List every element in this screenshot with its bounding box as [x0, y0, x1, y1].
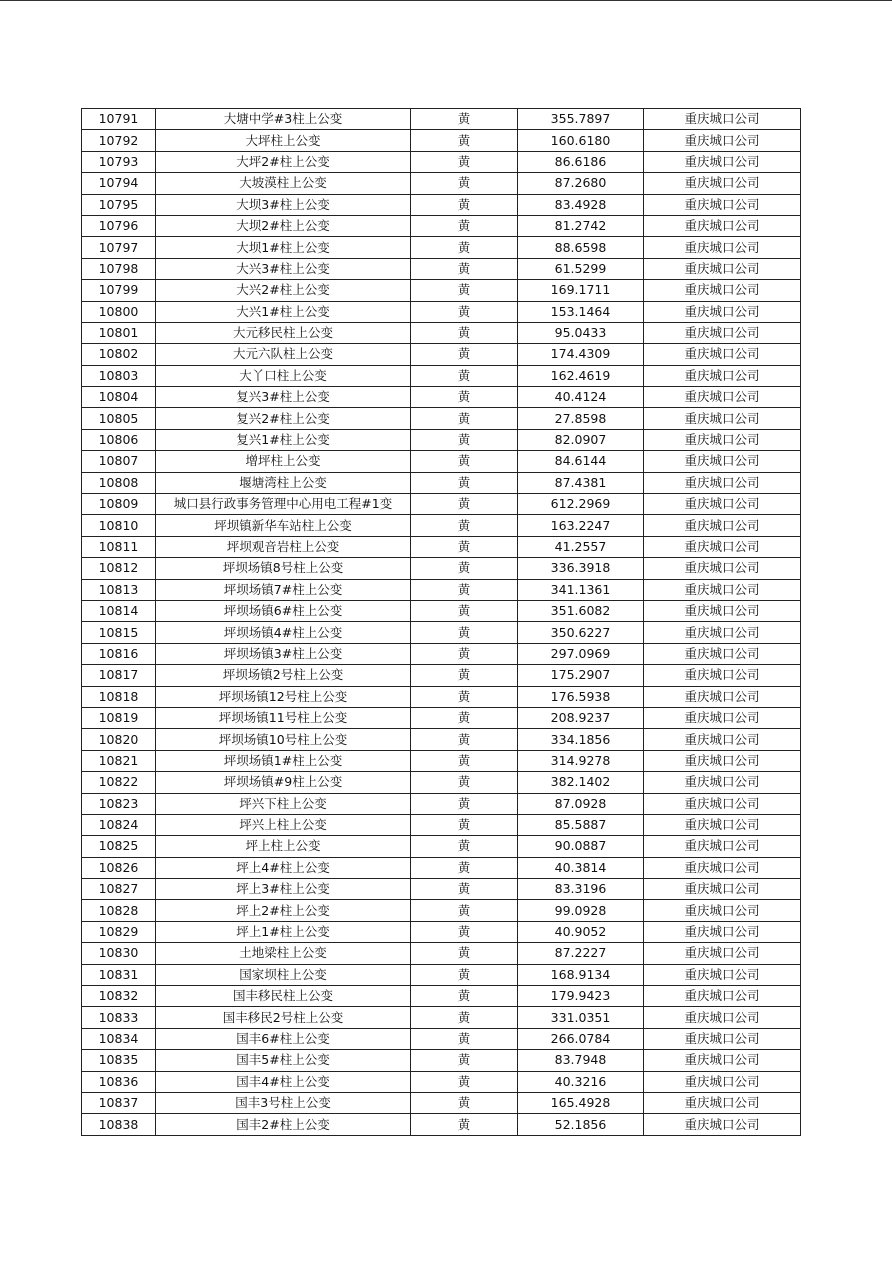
value-cell: 382.1402	[518, 772, 644, 793]
level-cell: 黄	[411, 130, 518, 151]
table-row	[82, 964, 801, 985]
table-row	[82, 429, 801, 450]
company-cell: 重庆城口公司	[644, 536, 801, 557]
transformer-name-cell: 坪坝场镇4#柱上公变	[156, 622, 411, 643]
table-row	[82, 729, 801, 750]
level-cell: 黄	[411, 1028, 518, 1049]
level-cell: 黄	[411, 986, 518, 1007]
company-cell: 重庆城口公司	[644, 986, 801, 1007]
transformer-name-cell: 坪坝场镇7#柱上公变	[156, 579, 411, 600]
table-row	[82, 173, 801, 194]
level-cell: 黄	[411, 729, 518, 750]
company-cell: 重庆城口公司	[644, 429, 801, 450]
transformer-name-cell: 坪上3#柱上公变	[156, 879, 411, 900]
table-row	[82, 772, 801, 793]
value-cell: 81.2742	[518, 215, 644, 236]
company-cell: 重庆城口公司	[644, 622, 801, 643]
value-cell: 27.8598	[518, 408, 644, 429]
level-cell: 黄	[411, 194, 518, 215]
value-cell: 40.3814	[518, 857, 644, 878]
row-id-cell: 10836	[82, 1071, 156, 1092]
company-cell: 重庆城口公司	[644, 579, 801, 600]
transformer-table	[81, 108, 801, 1136]
table-row	[82, 793, 801, 814]
transformer-name-cell: 国丰2#柱上公变	[156, 1114, 411, 1135]
company-cell: 重庆城口公司	[644, 387, 801, 408]
transformer-name-cell: 大坝2#柱上公变	[156, 215, 411, 236]
level-cell: 黄	[411, 1114, 518, 1135]
row-id-cell: 10810	[82, 515, 156, 536]
row-id-cell: 10801	[82, 322, 156, 343]
row-id-cell: 10795	[82, 194, 156, 215]
company-cell: 重庆城口公司	[644, 215, 801, 236]
transformer-name-cell: 大坝1#柱上公变	[156, 237, 411, 258]
company-cell: 重庆城口公司	[644, 451, 801, 472]
transformer-name-cell: 大元移民柱上公变	[156, 322, 411, 343]
table-row	[82, 194, 801, 215]
value-cell: 83.3196	[518, 879, 644, 900]
value-cell: 86.6186	[518, 151, 644, 172]
level-cell: 黄	[411, 1092, 518, 1113]
value-cell: 83.4928	[518, 194, 644, 215]
company-cell: 重庆城口公司	[644, 600, 801, 621]
row-id-cell: 10805	[82, 408, 156, 429]
value-cell: 162.4619	[518, 365, 644, 386]
value-cell: 85.5887	[518, 814, 644, 835]
value-cell: 334.1856	[518, 729, 644, 750]
table-row	[82, 1071, 801, 1092]
value-cell: 87.2680	[518, 173, 644, 194]
level-cell: 黄	[411, 237, 518, 258]
table-row	[82, 451, 801, 472]
level-cell: 黄	[411, 814, 518, 835]
value-cell: 612.2969	[518, 494, 644, 515]
level-cell: 黄	[411, 280, 518, 301]
table-row	[82, 365, 801, 386]
row-id-cell: 10818	[82, 686, 156, 707]
row-id-cell: 10833	[82, 1007, 156, 1028]
value-cell: 174.4309	[518, 344, 644, 365]
level-cell: 黄	[411, 600, 518, 621]
transformer-name-cell: 坪坝场镇1#柱上公变	[156, 750, 411, 771]
level-cell: 黄	[411, 750, 518, 771]
value-cell: 40.3216	[518, 1071, 644, 1092]
row-id-cell: 10822	[82, 772, 156, 793]
value-cell: 82.0907	[518, 429, 644, 450]
table-row	[82, 215, 801, 236]
level-cell: 黄	[411, 558, 518, 579]
table-row	[82, 109, 801, 130]
value-cell: 95.0433	[518, 322, 644, 343]
value-cell: 163.2247	[518, 515, 644, 536]
value-cell: 84.6144	[518, 451, 644, 472]
company-cell: 重庆城口公司	[644, 879, 801, 900]
transformer-name-cell: 增坪柱上公变	[156, 451, 411, 472]
table-row	[82, 1114, 801, 1135]
transformer-name-cell: 复兴1#柱上公变	[156, 429, 411, 450]
row-id-cell: 10814	[82, 600, 156, 621]
company-cell: 重庆城口公司	[644, 408, 801, 429]
table-row	[82, 280, 801, 301]
value-cell: 351.6082	[518, 600, 644, 621]
transformer-name-cell: 大元六队柱上公变	[156, 344, 411, 365]
company-cell: 重庆城口公司	[644, 194, 801, 215]
company-cell: 重庆城口公司	[644, 1114, 801, 1135]
transformer-name-cell: 坪兴下柱上公变	[156, 793, 411, 814]
level-cell: 黄	[411, 836, 518, 857]
row-id-cell: 10815	[82, 622, 156, 643]
value-cell: 90.0887	[518, 836, 644, 857]
level-cell: 黄	[411, 151, 518, 172]
table-row	[82, 1050, 801, 1071]
transformer-name-cell: 坪坝场镇12号柱上公变	[156, 686, 411, 707]
value-cell: 40.9052	[518, 921, 644, 942]
level-cell: 黄	[411, 772, 518, 793]
row-id-cell: 10803	[82, 365, 156, 386]
company-cell: 重庆城口公司	[644, 686, 801, 707]
level-cell: 黄	[411, 451, 518, 472]
row-id-cell: 10837	[82, 1092, 156, 1113]
company-cell: 重庆城口公司	[644, 472, 801, 493]
level-cell: 黄	[411, 900, 518, 921]
table-row	[82, 1092, 801, 1113]
company-cell: 重庆城口公司	[644, 750, 801, 771]
transformer-name-cell: 坪上1#柱上公变	[156, 921, 411, 942]
company-cell: 重庆城口公司	[644, 943, 801, 964]
table-row	[82, 579, 801, 600]
row-id-cell: 10835	[82, 1050, 156, 1071]
row-id-cell: 10828	[82, 900, 156, 921]
transformer-name-cell: 坪上4#柱上公变	[156, 857, 411, 878]
table-row	[82, 151, 801, 172]
transformer-name-cell: 国丰3号柱上公变	[156, 1092, 411, 1113]
table-row	[82, 686, 801, 707]
level-cell: 黄	[411, 515, 518, 536]
table-row	[82, 600, 801, 621]
level-cell: 黄	[411, 429, 518, 450]
value-cell: 88.6598	[518, 237, 644, 258]
company-cell: 重庆城口公司	[644, 258, 801, 279]
level-cell: 黄	[411, 1071, 518, 1092]
level-cell: 黄	[411, 622, 518, 643]
level-cell: 黄	[411, 173, 518, 194]
value-cell: 336.3918	[518, 558, 644, 579]
transformer-name-cell: 大坝3#柱上公变	[156, 194, 411, 215]
page-top-border	[0, 0, 892, 1]
value-cell: 297.0969	[518, 643, 644, 664]
transformer-name-cell: 大兴2#柱上公变	[156, 280, 411, 301]
level-cell: 黄	[411, 943, 518, 964]
transformer-name-cell: 大丫口柱上公变	[156, 365, 411, 386]
company-cell: 重庆城口公司	[644, 964, 801, 985]
level-cell: 黄	[411, 879, 518, 900]
table-body	[82, 109, 801, 1136]
row-id-cell: 10825	[82, 836, 156, 857]
transformer-name-cell: 复兴2#柱上公变	[156, 408, 411, 429]
transformer-name-cell: 国丰4#柱上公变	[156, 1071, 411, 1092]
value-cell: 52.1856	[518, 1114, 644, 1135]
level-cell: 黄	[411, 793, 518, 814]
company-cell: 重庆城口公司	[644, 836, 801, 857]
value-cell: 153.1464	[518, 301, 644, 322]
value-cell: 99.0928	[518, 900, 644, 921]
level-cell: 黄	[411, 387, 518, 408]
level-cell: 黄	[411, 322, 518, 343]
level-cell: 黄	[411, 921, 518, 942]
table-row	[82, 857, 801, 878]
table-row	[82, 494, 801, 515]
row-id-cell: 10817	[82, 665, 156, 686]
level-cell: 黄	[411, 707, 518, 728]
transformer-name-cell: 国丰6#柱上公变	[156, 1028, 411, 1049]
transformer-name-cell: 坪坝场镇#9柱上公变	[156, 772, 411, 793]
company-cell: 重庆城口公司	[644, 793, 801, 814]
transformer-name-cell: 复兴3#柱上公变	[156, 387, 411, 408]
transformer-name-cell: 大塘中学#3柱上公变	[156, 109, 411, 130]
table-row	[82, 643, 801, 664]
row-id-cell: 10796	[82, 215, 156, 236]
value-cell: 61.5299	[518, 258, 644, 279]
transformer-name-cell: 坪坝场镇11号柱上公变	[156, 707, 411, 728]
value-cell: 169.1711	[518, 280, 644, 301]
level-cell: 黄	[411, 964, 518, 985]
company-cell: 重庆城口公司	[644, 109, 801, 130]
transformer-name-cell: 坪坝场镇6#柱上公变	[156, 600, 411, 621]
transformer-name-cell: 坪坝场镇8号柱上公变	[156, 558, 411, 579]
row-id-cell: 10797	[82, 237, 156, 258]
level-cell: 黄	[411, 857, 518, 878]
company-cell: 重庆城口公司	[644, 729, 801, 750]
table-row	[82, 943, 801, 964]
row-id-cell: 10808	[82, 472, 156, 493]
transformer-name-cell: 坪坝场镇3#柱上公变	[156, 643, 411, 664]
table-row	[82, 1007, 801, 1028]
value-cell: 314.9278	[518, 750, 644, 771]
row-id-cell: 10804	[82, 387, 156, 408]
company-cell: 重庆城口公司	[644, 665, 801, 686]
table-row	[82, 536, 801, 557]
company-cell: 重庆城口公司	[644, 280, 801, 301]
row-id-cell: 10794	[82, 173, 156, 194]
company-cell: 重庆城口公司	[644, 130, 801, 151]
table-row	[82, 986, 801, 1007]
level-cell: 黄	[411, 408, 518, 429]
row-id-cell: 10809	[82, 494, 156, 515]
row-id-cell: 10792	[82, 130, 156, 151]
company-cell: 重庆城口公司	[644, 365, 801, 386]
row-id-cell: 10827	[82, 879, 156, 900]
table-row	[82, 1028, 801, 1049]
row-id-cell: 10820	[82, 729, 156, 750]
company-cell: 重庆城口公司	[644, 558, 801, 579]
row-id-cell: 10834	[82, 1028, 156, 1049]
company-cell: 重庆城口公司	[644, 900, 801, 921]
value-cell: 160.6180	[518, 130, 644, 151]
table-row	[82, 130, 801, 151]
company-cell: 重庆城口公司	[644, 857, 801, 878]
row-id-cell: 10793	[82, 151, 156, 172]
transformer-name-cell: 大坪2#柱上公变	[156, 151, 411, 172]
company-cell: 重庆城口公司	[644, 772, 801, 793]
company-cell: 重庆城口公司	[644, 1071, 801, 1092]
row-id-cell: 10824	[82, 814, 156, 835]
value-cell: 168.9134	[518, 964, 644, 985]
company-cell: 重庆城口公司	[644, 1092, 801, 1113]
table-row	[82, 237, 801, 258]
transformer-name-cell: 大兴3#柱上公变	[156, 258, 411, 279]
company-cell: 重庆城口公司	[644, 1007, 801, 1028]
table-row	[82, 665, 801, 686]
transformer-name-cell: 国丰5#柱上公变	[156, 1050, 411, 1071]
transformer-name-cell: 坪上2#柱上公变	[156, 900, 411, 921]
transformer-name-cell: 城口县行政事务管理中心用电工程#1变	[156, 494, 411, 515]
row-id-cell: 10812	[82, 558, 156, 579]
table-row	[82, 515, 801, 536]
row-id-cell: 10819	[82, 707, 156, 728]
company-cell: 重庆城口公司	[644, 707, 801, 728]
transformer-name-cell: 大兴1#柱上公变	[156, 301, 411, 322]
transformer-name-cell: 国家坝柱上公变	[156, 964, 411, 985]
row-id-cell: 10813	[82, 579, 156, 600]
transformer-name-cell: 国丰移民2号柱上公变	[156, 1007, 411, 1028]
level-cell: 黄	[411, 215, 518, 236]
level-cell: 黄	[411, 665, 518, 686]
transformer-name-cell: 大坡漠柱上公变	[156, 173, 411, 194]
row-id-cell: 10791	[82, 109, 156, 130]
transformer-name-cell: 坪坝场镇2号柱上公变	[156, 665, 411, 686]
table-row	[82, 258, 801, 279]
row-id-cell: 10831	[82, 964, 156, 985]
row-id-cell: 10806	[82, 429, 156, 450]
table-row	[82, 814, 801, 835]
level-cell: 黄	[411, 494, 518, 515]
value-cell: 40.4124	[518, 387, 644, 408]
company-cell: 重庆城口公司	[644, 643, 801, 664]
row-id-cell: 10821	[82, 750, 156, 771]
table-row	[82, 879, 801, 900]
level-cell: 黄	[411, 579, 518, 600]
table-row	[82, 707, 801, 728]
transformer-name-cell: 堰塘湾柱上公变	[156, 472, 411, 493]
value-cell: 165.4928	[518, 1092, 644, 1113]
value-cell: 266.0784	[518, 1028, 644, 1049]
value-cell: 350.6227	[518, 622, 644, 643]
level-cell: 黄	[411, 686, 518, 707]
level-cell: 黄	[411, 536, 518, 557]
row-id-cell: 10800	[82, 301, 156, 322]
level-cell: 黄	[411, 472, 518, 493]
row-id-cell: 10823	[82, 793, 156, 814]
level-cell: 黄	[411, 1007, 518, 1028]
table-row	[82, 921, 801, 942]
table-row	[82, 750, 801, 771]
company-cell: 重庆城口公司	[644, 301, 801, 322]
company-cell: 重庆城口公司	[644, 515, 801, 536]
value-cell: 41.2557	[518, 536, 644, 557]
value-cell: 208.9237	[518, 707, 644, 728]
transformer-name-cell: 国丰移民柱上公变	[156, 986, 411, 1007]
company-cell: 重庆城口公司	[644, 921, 801, 942]
value-cell: 355.7897	[518, 109, 644, 130]
company-cell: 重庆城口公司	[644, 344, 801, 365]
table-row	[82, 322, 801, 343]
row-id-cell: 10830	[82, 943, 156, 964]
row-id-cell: 10829	[82, 921, 156, 942]
table-row	[82, 558, 801, 579]
value-cell: 179.9423	[518, 986, 644, 1007]
level-cell: 黄	[411, 344, 518, 365]
table-row	[82, 301, 801, 322]
company-cell: 重庆城口公司	[644, 1028, 801, 1049]
value-cell: 176.5938	[518, 686, 644, 707]
row-id-cell: 10838	[82, 1114, 156, 1135]
table-row	[82, 408, 801, 429]
row-id-cell: 10832	[82, 986, 156, 1007]
company-cell: 重庆城口公司	[644, 1050, 801, 1071]
transformer-name-cell: 坪坝镇新华车站柱上公变	[156, 515, 411, 536]
table-row	[82, 836, 801, 857]
value-cell: 175.2907	[518, 665, 644, 686]
level-cell: 黄	[411, 1050, 518, 1071]
company-cell: 重庆城口公司	[644, 322, 801, 343]
value-cell: 87.4381	[518, 472, 644, 493]
row-id-cell: 10802	[82, 344, 156, 365]
transformer-name-cell: 坪坝场镇10号柱上公变	[156, 729, 411, 750]
company-cell: 重庆城口公司	[644, 173, 801, 194]
table-row	[82, 472, 801, 493]
level-cell: 黄	[411, 109, 518, 130]
company-cell: 重庆城口公司	[644, 237, 801, 258]
value-cell: 87.0928	[518, 793, 644, 814]
table-row	[82, 622, 801, 643]
company-cell: 重庆城口公司	[644, 151, 801, 172]
level-cell: 黄	[411, 301, 518, 322]
row-id-cell: 10816	[82, 643, 156, 664]
row-id-cell: 10826	[82, 857, 156, 878]
row-id-cell: 10798	[82, 258, 156, 279]
value-cell: 341.1361	[518, 579, 644, 600]
row-id-cell: 10811	[82, 536, 156, 557]
transformer-name-cell: 坪兴上柱上公变	[156, 814, 411, 835]
row-id-cell: 10807	[82, 451, 156, 472]
level-cell: 黄	[411, 258, 518, 279]
level-cell: 黄	[411, 365, 518, 386]
company-cell: 重庆城口公司	[644, 494, 801, 515]
table-row	[82, 387, 801, 408]
value-cell: 83.7948	[518, 1050, 644, 1071]
level-cell: 黄	[411, 643, 518, 664]
company-cell: 重庆城口公司	[644, 814, 801, 835]
transformer-name-cell: 坪上柱上公变	[156, 836, 411, 857]
value-cell: 331.0351	[518, 1007, 644, 1028]
table-row	[82, 344, 801, 365]
transformer-name-cell: 坪坝观音岩柱上公变	[156, 536, 411, 557]
value-cell: 87.2227	[518, 943, 644, 964]
transformer-name-cell: 大坪柱上公变	[156, 130, 411, 151]
transformer-name-cell: 土地梁柱上公变	[156, 943, 411, 964]
table-row	[82, 900, 801, 921]
row-id-cell: 10799	[82, 280, 156, 301]
